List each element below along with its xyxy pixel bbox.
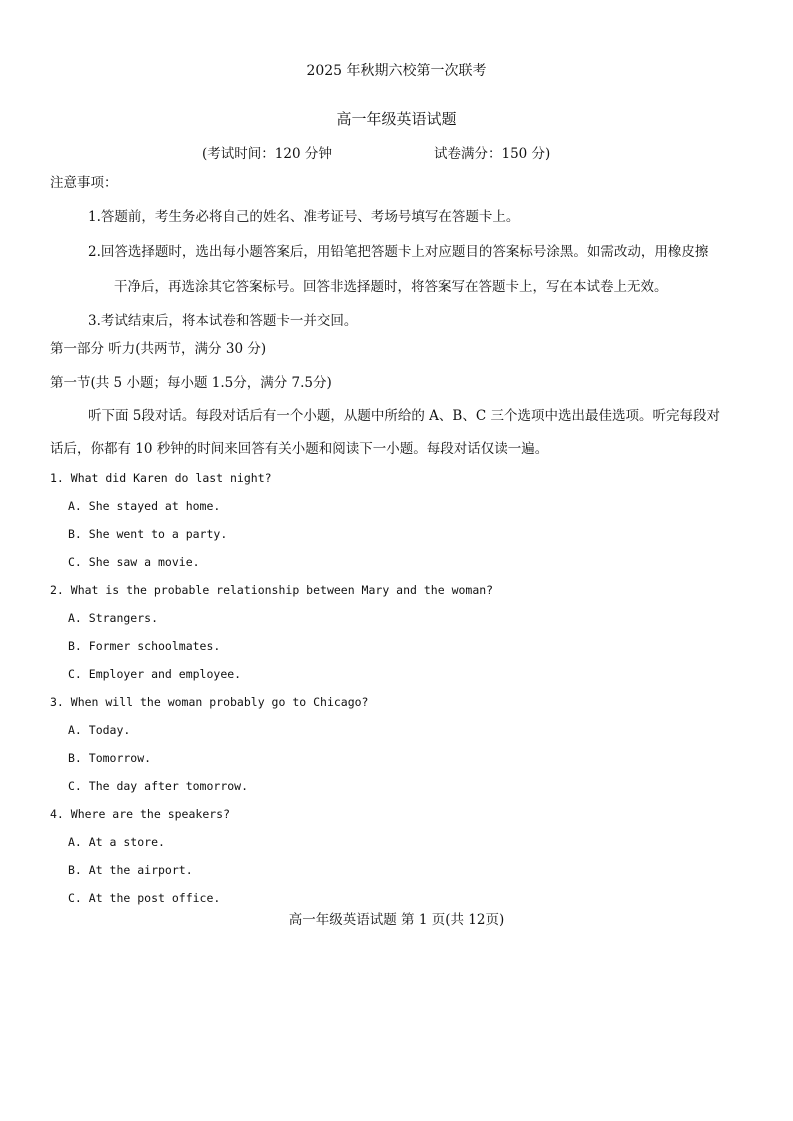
question-1-option-b: B. She went to a party.: [68, 527, 228, 541]
question-2-option-a: A. Strangers.: [68, 611, 159, 625]
question-3-option-a: A. Today.: [68, 723, 131, 737]
instructions-line-1: 听下面 5段对话。每段对话后有一个小题，从题中所给的 A、B、C 三个选项中选出最佳选项。听完每段对: [88, 408, 720, 424]
notes-item-2-line-2: 干净后，再选涂其它答案标号。回答非选择题时，将答案写在答题卡上，写在本试卷上无效。: [114, 279, 668, 295]
instructions-line-2: 话后，你都有 10 秒钟的时间来回答有关小题和阅读下一小题。每段对话仅读一遍。: [50, 441, 549, 457]
question-3-option-b: B. Tomorrow.: [68, 751, 152, 765]
question-1-option-a: A. She stayed at home.: [68, 499, 221, 513]
question-4-option-c: C. At the post office.: [68, 891, 221, 905]
exam-score-info: 试卷满分：150 分): [434, 146, 551, 162]
subject-title: 高一年级英语试题: [336, 110, 457, 128]
notes-item-2-line-1: 2.回答选择题时，选出每小题答案后，用铅笔把答题卡上对应题目的答案标号涂黑。如需改动，用橡皮擦: [88, 244, 709, 260]
question-4: 4. Where are the speakers?: [50, 807, 231, 821]
question-2: 2. What is the probable relationship between Mary and the woman?: [50, 583, 494, 597]
notes-item-3: 3.考试结束后，将本试卷和答题卡一并交回。: [88, 313, 358, 329]
question-1: 1. What did Karen do last night?: [50, 471, 272, 485]
exam-time-info: (考试时间：120 分钟: [202, 146, 332, 162]
part1-heading: 第一部分 听力(共两节，满分 30 分): [50, 341, 267, 357]
question-4-option-a: A. At a store.: [68, 835, 165, 849]
notes-heading: 注意事项：: [50, 175, 118, 191]
exam-title: 2025 年秋期六校第一次联考: [306, 63, 487, 79]
question-2-option-b: B. Former schoolmates.: [68, 639, 221, 653]
question-3-option-c: C. The day after tomorrow.: [68, 779, 249, 793]
question-4-option-b: B. At the airport.: [68, 863, 193, 877]
question-3: 3. When will the woman probably go to Chicago?: [50, 695, 369, 709]
question-1-option-c: C. She saw a movie.: [68, 555, 200, 569]
notes-item-1: 1.答题前，考生务必将自己的姓名、准考证号、考场号填写在答题卡上。: [88, 209, 520, 225]
page-footer: 高一年级英语试题 第 1 页(共 12页): [288, 912, 505, 928]
section1-heading: 第一节(共 5 小题；每小题 1.5分，满分 7.5分): [50, 375, 332, 391]
question-2-option-c: C. Employer and employee.: [68, 667, 242, 681]
